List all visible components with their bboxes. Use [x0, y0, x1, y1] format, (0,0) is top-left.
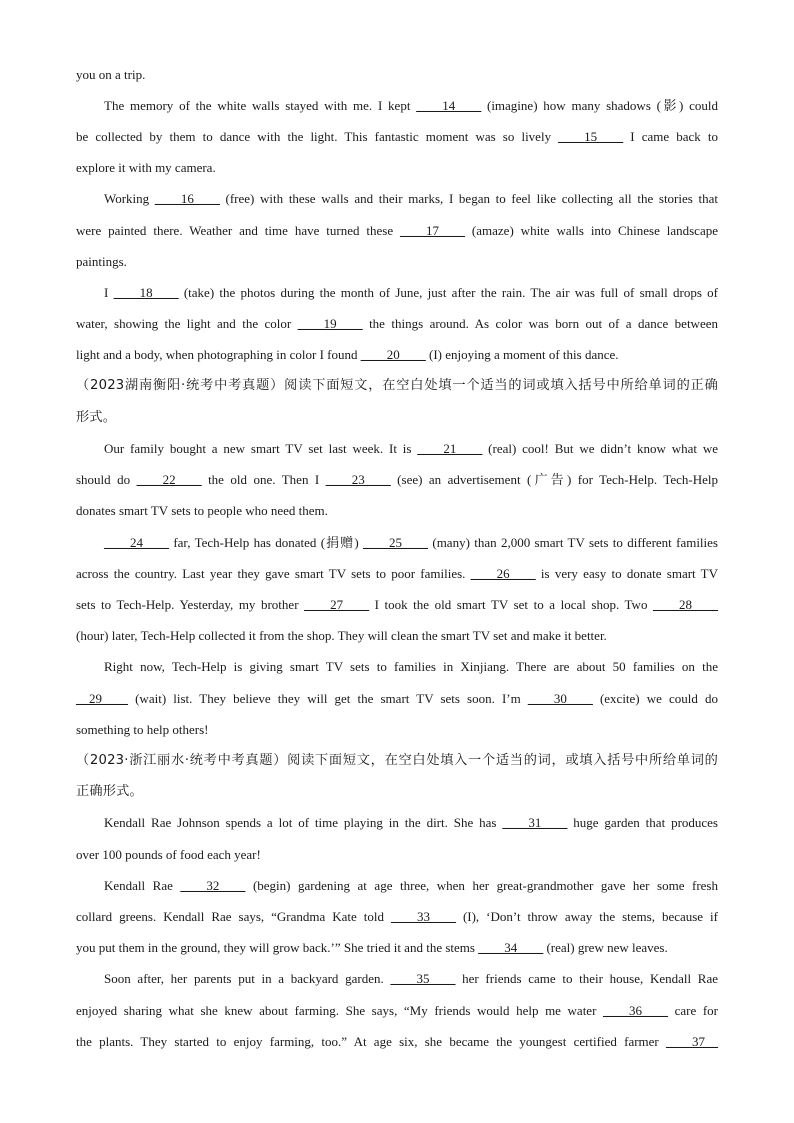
answer-blank[interactable]: ____15____ [558, 129, 624, 144]
text-line [104, 970, 718, 988]
text-run: should do [76, 472, 137, 487]
answer-blank[interactable]: ____20____ [360, 347, 426, 362]
text-run: care for [668, 1003, 718, 1018]
text-run: were painted there. Weather and time have turned these [76, 223, 401, 238]
answer-blank[interactable]: ____34____ [478, 940, 544, 955]
text-run: the things around. As color was born out of a dance between [362, 316, 718, 331]
text-line [76, 721, 718, 739]
text-line [76, 1002, 718, 1020]
text-run: Soon after, her parents put in a backyard garden. [104, 971, 391, 986]
answer-blank[interactable]: ____35____ [390, 971, 456, 986]
text-run: (I), ‘Don’t throw away the stems, because if [455, 909, 718, 924]
text-run: the plants. They started to enjoy farming, too.” At age six, she became the youngest certified farmer [76, 1034, 666, 1049]
text-line [76, 502, 718, 520]
answer-blank[interactable]: ____16____ [154, 191, 220, 206]
text-line [104, 658, 718, 676]
text-line [76, 596, 718, 614]
answer-blank[interactable]: ____33____ [390, 909, 456, 924]
text-run: the old one. Then I [201, 472, 326, 487]
text-run: The memory of the white walls stayed with me. I kept [104, 98, 417, 113]
text-line [76, 159, 718, 177]
text-line [76, 908, 718, 926]
text-run: （2023·浙江丽水·统考中考真题）阅读下面短文，在空白处填入一个适当的词，或填入括号中所给单词的 [76, 753, 718, 768]
text-run: (real) cool! But we didn’t know what we [482, 441, 718, 456]
text-run: collard greens. Kendall Rae says, “Grandma Kate told [76, 909, 391, 924]
answer-blank[interactable]: ____27____ [304, 597, 370, 612]
answer-blank[interactable]: ____37__ [666, 1034, 718, 1049]
text-run: Kendall Rae Johnson spends a lot of time playing in the dirt. She has [104, 815, 503, 830]
text-line [104, 877, 718, 895]
text-run: you put them in the ground, they will grow back.’” She tried it and the stems [76, 940, 479, 955]
text-line [76, 253, 718, 271]
text-run: 形式。 [76, 410, 117, 425]
text-run: (I) enjoying a moment of this dance. [425, 347, 619, 362]
text-line [76, 627, 718, 645]
text-run: you on a trip. [76, 67, 146, 82]
text-run: explore it with my camera. [76, 160, 216, 175]
text-run: (free) with these walls and their marks, I began to feel like collecting all the stories that [219, 191, 718, 206]
answer-blank[interactable]: ____18____ [113, 285, 179, 300]
text-line [104, 440, 718, 458]
answer-blank[interactable]: ____32____ [180, 878, 246, 893]
text-line [76, 1033, 718, 1051]
text-run: I came back to [623, 129, 718, 144]
text-run: (take) the photos during the month of June, just after the rain. The air was full of small drops of [178, 285, 718, 300]
text-run: Our family bought a new smart TV set last week. It is [104, 441, 418, 456]
text-line [76, 377, 718, 395]
answer-blank[interactable]: ____17____ [400, 223, 466, 238]
text-line [76, 846, 718, 864]
text-line [104, 190, 718, 208]
text-line [76, 783, 718, 801]
text-run: be collected by them to dance with the light. This fantastic moment was so lively [76, 129, 559, 144]
text-line [76, 409, 718, 427]
text-line [104, 97, 718, 115]
text-run: sets to Tech-Help. Yesterday, my brother [76, 597, 305, 612]
text-run: Working [104, 191, 155, 206]
text-line [104, 284, 718, 302]
text-run: (hour) later, Tech-Help collected it from the shop. They will clean the smart TV set and make it better. [76, 628, 607, 643]
text-line [76, 690, 718, 708]
text-run: paintings. [76, 254, 127, 269]
answer-blank[interactable]: __29____ [76, 691, 128, 706]
answer-blank[interactable]: ____25____ [363, 535, 429, 550]
text-run: across the country. Last year they gave smart TV sets to poor families. [76, 566, 471, 581]
text-run: water, showing the light and the color [76, 316, 298, 331]
text-run: (imagine) how many shadows (影) could [481, 98, 719, 113]
text-line [76, 471, 718, 489]
answer-blank[interactable]: ____23____ [325, 472, 391, 487]
text-run: (excite) we could do [592, 691, 718, 706]
text-run: is very easy to donate smart TV [535, 566, 719, 581]
answer-blank[interactable]: ____36____ [603, 1003, 668, 1018]
text-run: her friends came to their house, Kendall Rae [455, 971, 719, 986]
text-run: (amaze) white walls into Chinese landscape [465, 223, 718, 238]
text-line [76, 346, 718, 364]
text-run: 正确形式。 [76, 784, 143, 799]
text-line [76, 315, 718, 333]
text-run: Right now, Tech-Help is giving smart TV sets to families in Xinjiang. There are about 50 families on the [104, 659, 718, 674]
text-line [76, 752, 718, 770]
text-run: (begin) gardening at age three, when her great-grandmother gave her some fresh [245, 878, 718, 893]
text-line [76, 222, 718, 240]
text-run: enjoyed sharing what she knew about farming. She says, “My friends would help me water [76, 1003, 603, 1018]
text-run: huge garden that produces [567, 815, 718, 830]
text-run: over 100 pounds of food each year! [76, 847, 261, 862]
text-run: I took the old smart TV set to a local shop. Two [369, 597, 653, 612]
answer-blank[interactable]: ____24____ [104, 535, 169, 550]
text-run: something to help others! [76, 722, 209, 737]
answer-blank[interactable]: ____21____ [417, 441, 483, 456]
answer-blank[interactable]: ____31____ [502, 815, 568, 830]
text-run: donates smart TV sets to people who need them. [76, 503, 328, 518]
text-line [104, 814, 718, 832]
answer-blank[interactable]: ____19____ [297, 316, 363, 331]
answer-blank[interactable]: ____28____ [653, 597, 718, 612]
text-line [104, 534, 718, 552]
text-line [76, 128, 718, 146]
text-line [76, 939, 718, 957]
text-run: (wait) list. They believe they will get the smart TV sets soon. I’m [128, 691, 528, 706]
text-run: light and a body, when photographing in color I found [76, 347, 361, 362]
answer-blank[interactable]: ____22____ [136, 472, 202, 487]
text-run: (real) grew new leaves. [543, 940, 668, 955]
text-run: （2023湖南衡阳·统考中考真题）阅读下面短文，在空白处填一个适当的词或填入括号中所给单词的正确 [76, 378, 718, 393]
answer-blank[interactable]: ____14____ [416, 98, 482, 113]
text-line [76, 565, 718, 583]
text-run: Kendall Rae [104, 878, 181, 893]
text-line [76, 66, 718, 84]
answer-blank[interactable]: ____30____ [527, 691, 593, 706]
text-run: I [104, 285, 114, 300]
text-run: far, Tech-Help has donated (捐赠) [169, 535, 364, 550]
answer-blank[interactable]: ____26____ [470, 566, 536, 581]
text-run: (many) than 2,000 smart TV sets to different families [428, 535, 718, 550]
text-run: (see) an advertisement (广告) for Tech-Help. Tech-Help [390, 472, 718, 487]
